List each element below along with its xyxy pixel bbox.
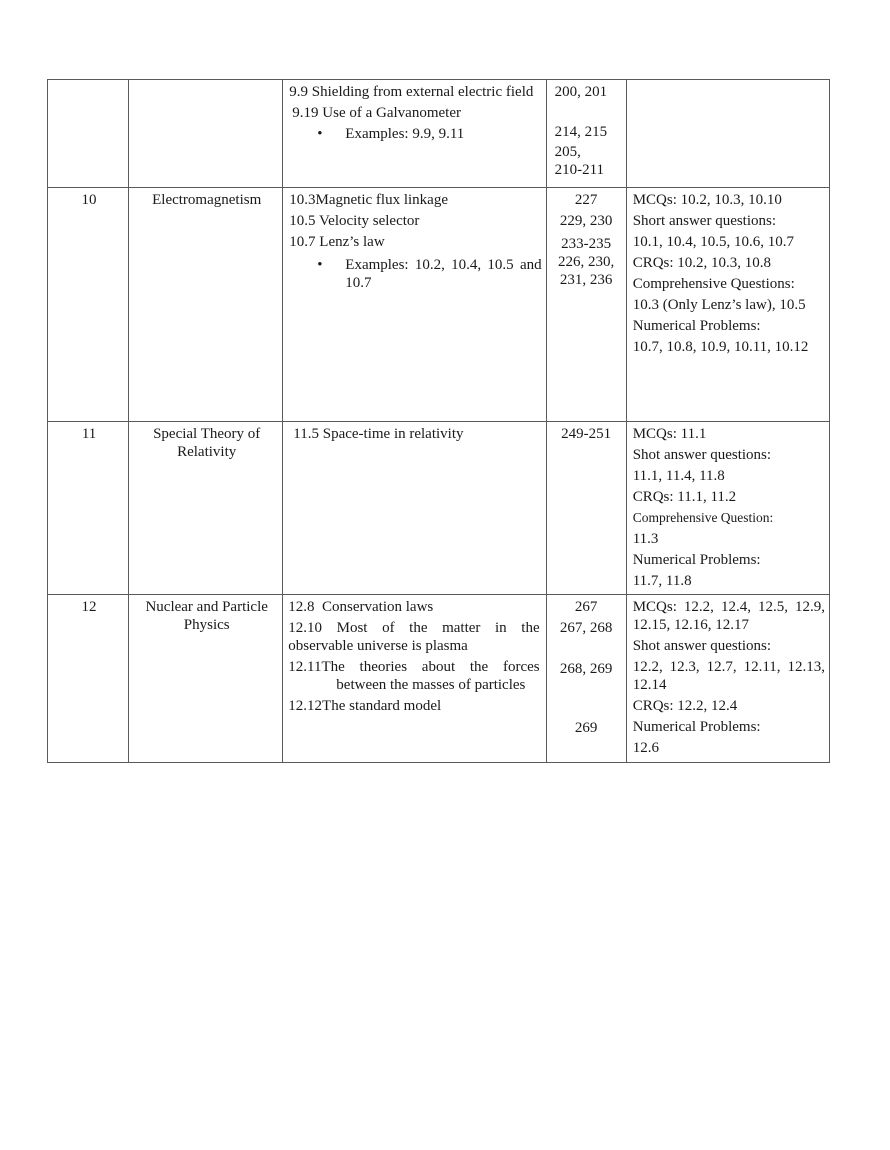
topic-item: 10.5 Velocity selector	[289, 213, 420, 229]
examples-item: • Examples: 10.2, 10.4, 10.5 and 10.7	[317, 257, 542, 291]
topic-item: 12.11The theories about the forces between the masses of particles	[288, 659, 540, 693]
table-row	[48, 595, 830, 763]
topics-cell	[283, 80, 546, 188]
page-ref: 267	[574, 599, 598, 615]
exercise-line: Numerical Problems:	[632, 318, 761, 334]
exercise-line: Comprehensive Question:	[632, 510, 774, 525]
exercise-line: CRQs: 12.2, 12.4	[632, 698, 738, 714]
topic-item: 12.8 Conservation laws	[288, 599, 434, 615]
exercise-line: 11.7, 11.8	[632, 573, 692, 589]
page-ref: 269	[574, 720, 598, 736]
exercise-line: 11.3	[632, 531, 659, 547]
chapter-cell: 10	[48, 188, 129, 422]
exercise-line: Short answer questions:	[632, 213, 777, 229]
exercise-line: 12.2, 12.3, 12.7, 12.11, 12.13, 12.14	[632, 659, 825, 693]
topics-cell	[283, 595, 546, 763]
topic-item: 9.9 Shielding from external electric field	[289, 84, 534, 100]
page-ref: 268, 269	[559, 661, 613, 677]
exercise-line: 10.7, 10.8, 10.9, 10.11, 10.12	[632, 339, 809, 355]
topic-item: 11.5 Space-time in relativity	[293, 426, 464, 442]
exercise-line: Numerical Problems:	[632, 552, 761, 568]
topic-item: 10.3Magnetic flux linkage	[289, 192, 448, 208]
exercise-line: MCQs: 11.1	[632, 426, 707, 442]
exercise-line: 10.1, 10.4, 10.5, 10.6, 10.7	[632, 234, 794, 250]
topics-cell	[283, 422, 546, 595]
exercises-cell	[626, 595, 829, 763]
table-row	[48, 80, 830, 188]
exercise-line: Comprehensive Questions:	[632, 276, 795, 292]
topics-cell	[283, 188, 546, 422]
page-ref: 226, 230, 231, 236	[558, 254, 615, 288]
title-cell: Special Theory of Relativity	[129, 422, 283, 595]
page-ref: 249-251	[561, 426, 612, 442]
chapter-cell: 12	[48, 595, 129, 763]
exercises-cell	[626, 188, 829, 422]
exercise-line: 12.6	[632, 740, 659, 756]
syllabus-table	[47, 79, 830, 763]
exercise-line: Numerical Problems:	[632, 719, 761, 735]
title-cell	[129, 80, 283, 188]
exercise-line: Shot answer questions:	[632, 638, 772, 654]
exercise-line: CRQs: 10.2, 10.3, 10.8	[632, 255, 772, 271]
exercise-line: 10.3 (Only Lenz’s law), 10.5	[632, 297, 806, 313]
examples-item: • Examples: 9.9, 9.11	[317, 126, 465, 142]
pages-cell	[546, 422, 626, 595]
topic-item: 12.12The standard model	[288, 698, 442, 714]
topic-item: 10.7 Lenz’s law	[289, 234, 385, 250]
pages-cell	[546, 595, 626, 763]
topic-item: 9.19 Use of a Galvanometer	[292, 105, 461, 121]
exercises-cell	[626, 80, 829, 188]
page-ref: 267, 268	[559, 620, 613, 636]
page-ref: 200, 201	[554, 84, 608, 100]
exercise-line: 11.1, 11.4, 11.8	[632, 468, 725, 484]
exercise-line: MCQs: 10.2, 10.3, 10.10	[632, 192, 782, 208]
exercises-cell	[626, 422, 829, 595]
title-cell: Nuclear and Particle Physics	[129, 595, 283, 763]
page-ref: 229, 230	[559, 213, 613, 229]
exercise-line: CRQs: 11.1, 11.2	[632, 489, 737, 505]
title-cell: Electromagnetism	[129, 188, 283, 422]
table-row	[48, 188, 830, 422]
exercise-line: Shot answer questions:	[632, 447, 772, 463]
page-ref: 227	[574, 192, 598, 208]
chapter-cell: 11	[48, 422, 129, 595]
pages-cell	[546, 80, 626, 188]
page-ref: 205, 210-211	[554, 144, 605, 178]
bullet-icon: •	[317, 257, 323, 273]
bullet-icon: •	[317, 126, 323, 142]
topic-item: 12.10 Most of the matter in the observable universe is plasma	[288, 620, 540, 654]
pages-cell	[546, 188, 626, 422]
table-row	[48, 422, 830, 595]
exercise-line: MCQs: 12.2, 12.4, 12.5, 12.9, 12.15, 12.16, 12.17	[632, 599, 825, 633]
chapter-cell	[48, 80, 129, 188]
page-ref: 233-235	[561, 236, 612, 252]
page-ref: 214, 215	[554, 124, 608, 140]
